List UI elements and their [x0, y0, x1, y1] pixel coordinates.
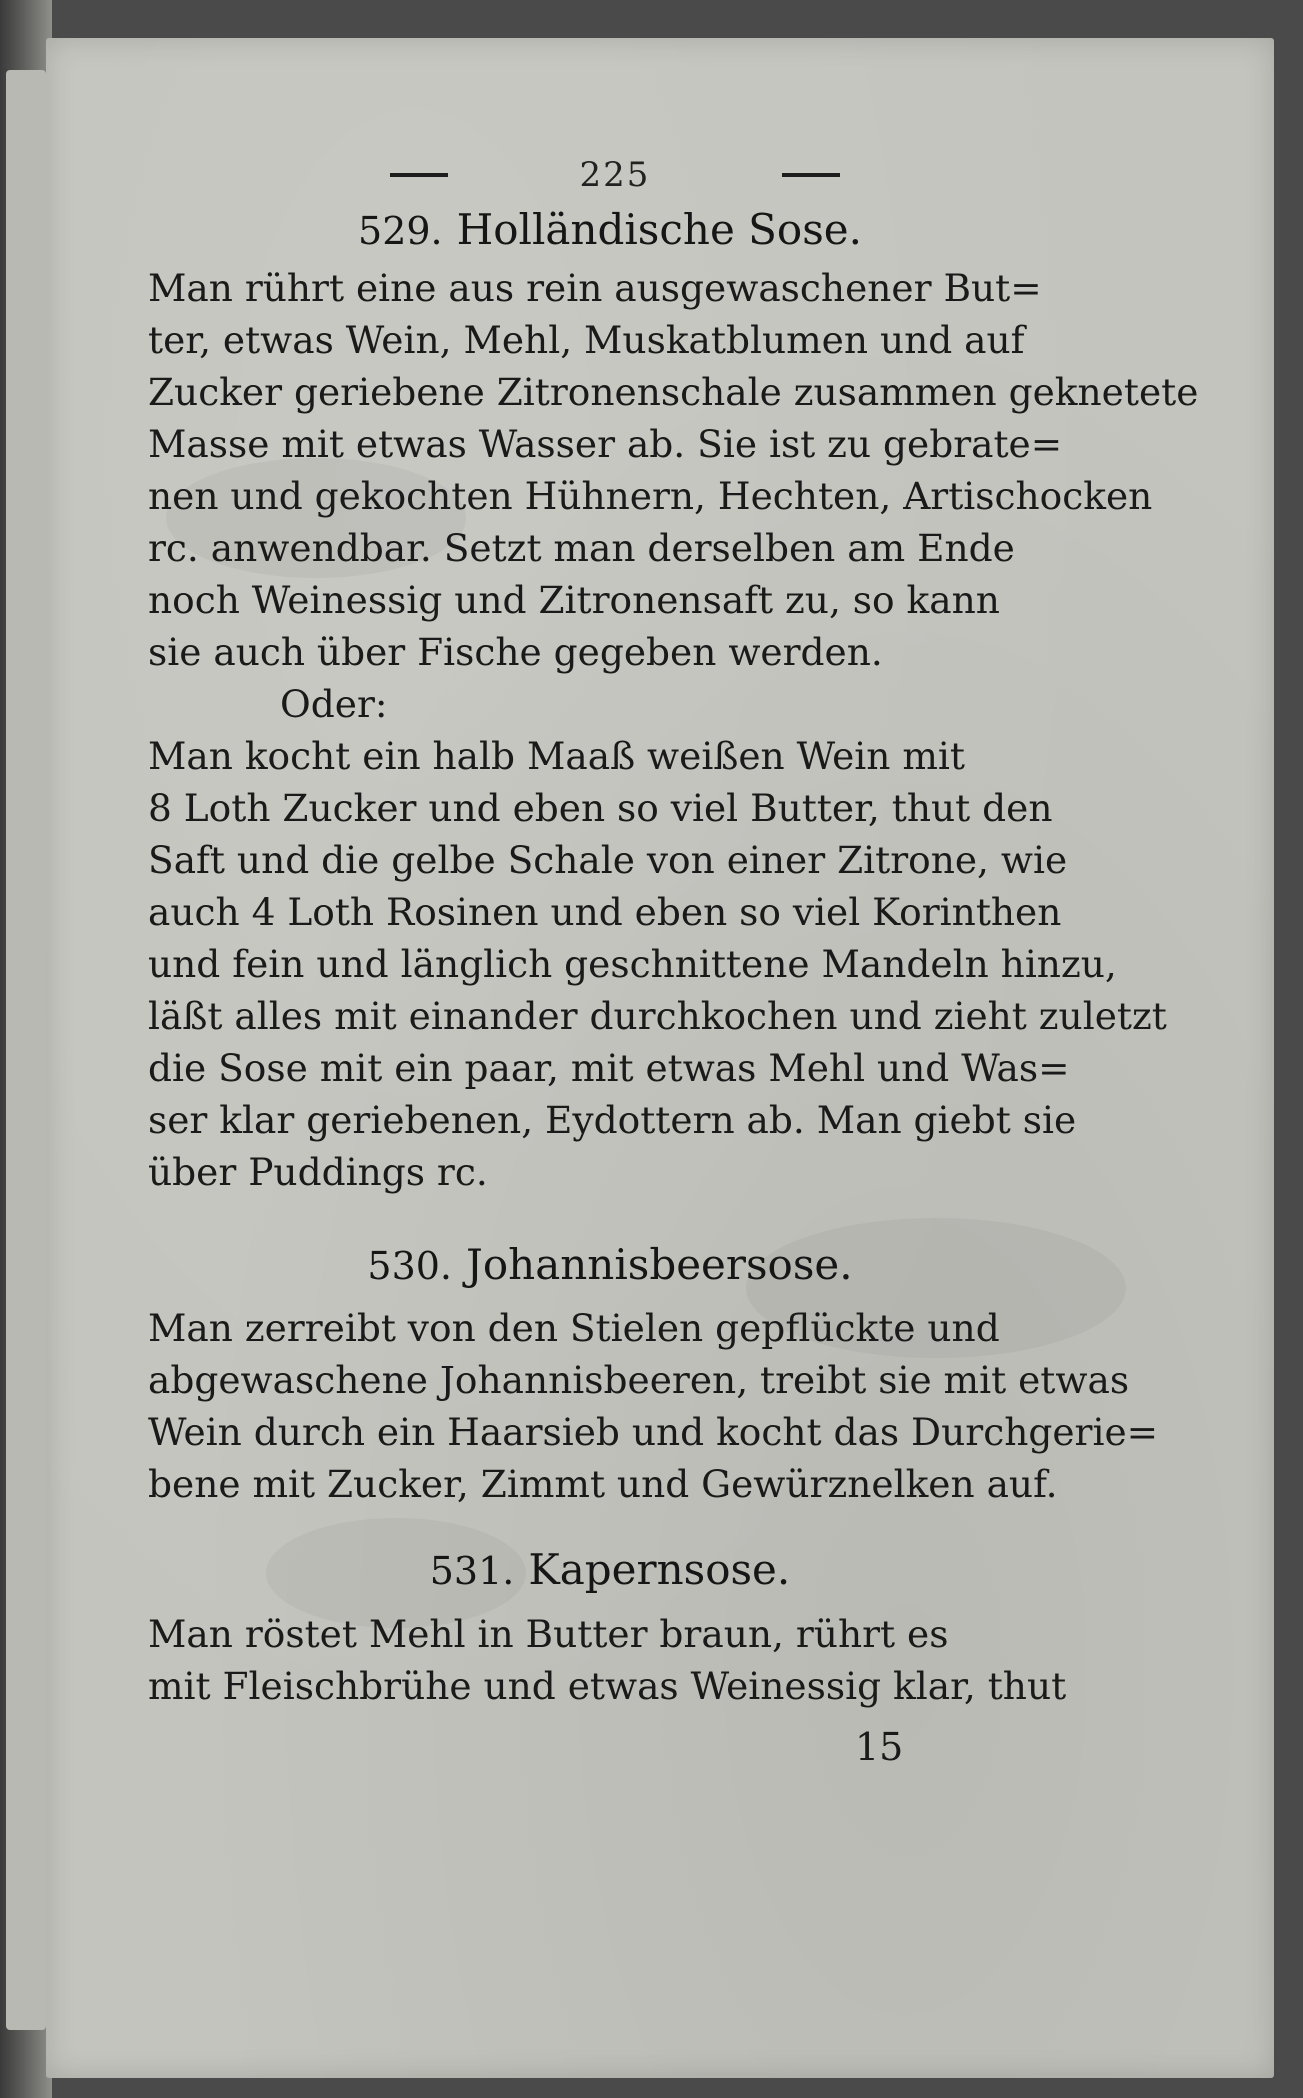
recipe-title: Kapernsose.	[528, 1545, 791, 1594]
text-line: auch 4 Loth Rosinen und eben so viel Korinthen	[148, 890, 1062, 934]
signature-mark: 15	[855, 1725, 904, 1769]
recipe-title: Johannisbeersose.	[466, 1240, 853, 1289]
page-number: 225	[579, 155, 651, 195]
text-line: nen und gekochten Hühnern, Hechten, Artischocken	[148, 474, 1153, 518]
running-head	[390, 150, 840, 200]
text-line: die Sose mit ein paar, mit etwas Mehl und Was=	[148, 1046, 1070, 1090]
text-line: sie auch über Fische gegeben werden.	[148, 630, 883, 674]
text-line: ser klar geriebenen, Eydottern ab. Man giebt sie	[148, 1098, 1077, 1142]
text-line: bene mit Zucker, Zimmt und Gewürznelken auf.	[148, 1462, 1058, 1506]
text-line: Man zerreibt von den Stielen gepflückte und	[148, 1306, 1000, 1350]
oder-text: Oder:	[280, 682, 388, 726]
head-dash-right	[782, 173, 840, 177]
text-line: Masse mit etwas Wasser ab. Sie ist zu gebrate=	[148, 422, 1063, 466]
recipe-number: 530.	[367, 1244, 453, 1288]
text-line: Saft und die gelbe Schale von einer Zitrone, wie	[148, 838, 1068, 882]
recipe-number: 531.	[429, 1549, 515, 1593]
recipe-529-variant-paragraph	[148, 730, 1167, 1198]
recipe-title: Holländische Sose.	[456, 205, 862, 254]
text-line: Wein durch ein Haarsieb und kocht das Durchgerie=	[148, 1410, 1159, 1454]
recipe-heading-529	[150, 205, 1070, 254]
recipe-number: 529.	[358, 209, 443, 253]
text-line: ter, etwas Wein, Mehl, Muskatblumen und auf	[148, 318, 1025, 362]
facing-page-edge	[6, 70, 46, 2030]
text-line: Man röstet Mehl in Butter braun, rührt es	[148, 1612, 949, 1656]
text-line: noch Weinessig und Zitronensaft zu, so kann	[148, 578, 1000, 622]
recipe-heading-531	[150, 1545, 1070, 1594]
text-line: Man rührt eine aus rein ausgewaschener But=	[148, 266, 1042, 310]
recipe-heading-530	[150, 1240, 1070, 1289]
text-line: 8 Loth Zucker und eben so viel Butter, thut den	[148, 786, 1053, 830]
head-dash-left	[390, 173, 448, 177]
recipe-530-paragraph	[148, 1302, 1159, 1510]
text-line: Zucker geriebene Zitronenschale zusammen geknetete	[148, 370, 1199, 414]
text-line: läßt alles mit einander durchkochen und zieht zuletzt	[148, 994, 1167, 1038]
text-line: Man kocht ein halb Maaß weißen Wein mit	[148, 734, 965, 778]
text-line: abgewaschene Johannisbeeren, treibt sie mit etwas	[148, 1358, 1130, 1402]
text-line: rc. anwendbar. Setzt man derselben am Ende	[148, 526, 1015, 570]
recipe-531-paragraph	[148, 1608, 1067, 1712]
text-line: über Puddings rc.	[148, 1150, 488, 1194]
recipe-529-paragraph	[148, 262, 1199, 678]
text-line: mit Fleischbrühe und etwas Weinessig klar, thut	[148, 1664, 1067, 1708]
text-line: und fein und länglich geschnittene Mandeln hinzu,	[148, 942, 1117, 986]
oder-label	[280, 678, 580, 730]
